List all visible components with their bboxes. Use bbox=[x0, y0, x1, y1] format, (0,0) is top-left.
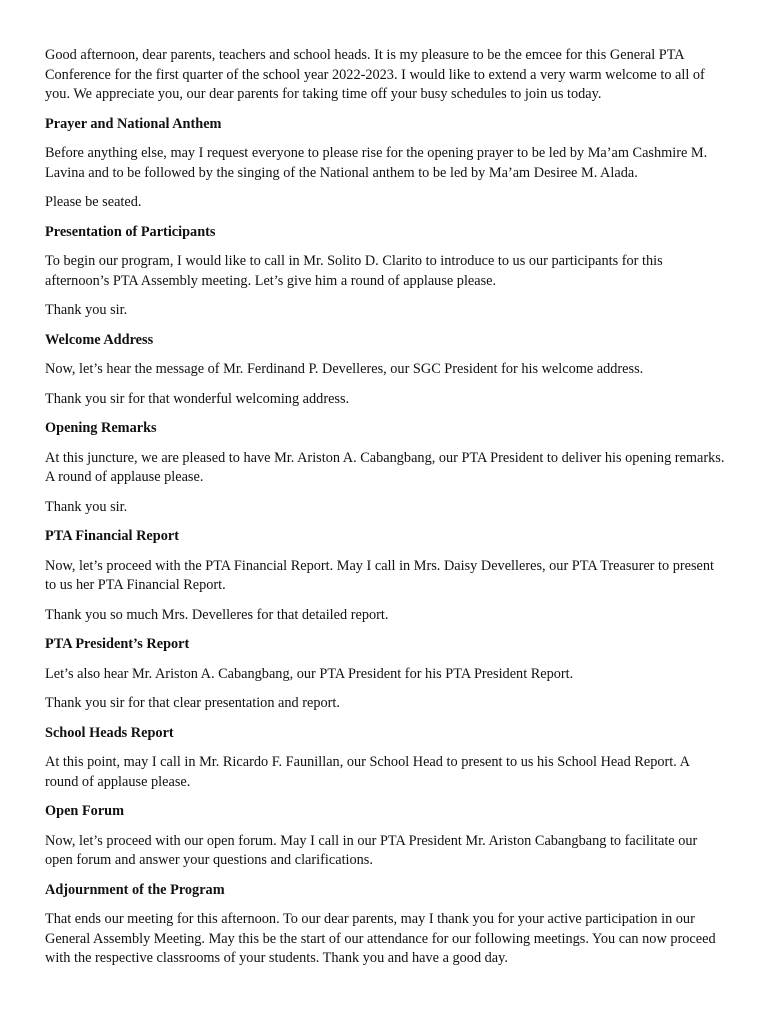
school-heads-paragraph: At this point, may I call in Mr. Ricardo F. Faunillan, our School Head to present to us his School Head Report. A round of applause please. bbox=[45, 754, 690, 790]
section-heading-prayer: Prayer and National Anthem bbox=[45, 115, 222, 132]
welcome-thanks-paragraph: Thank you sir for that wonderful welcoming address. bbox=[45, 390, 350, 407]
section-heading-open-forum: Open Forum bbox=[45, 803, 125, 819]
prayer-paragraph: Before anything else, may I request everyone to please rise for the opening prayer to be led by Ma’am Cashmire M. Lavina and to be followed by the singing of the National anthem to be led by Ma’am Desiree M. Alada. bbox=[45, 145, 708, 181]
opening-remarks-paragraph: At this juncture, we are pleased to have Mr. Ariston A. Cabangbang, our PTA President to deliver his opening remarks. A round of applause please. bbox=[45, 449, 725, 485]
section-heading-participants: Presentation of Participants bbox=[45, 223, 216, 240]
adjournment-paragraph: That ends our meeting for this afternoon. To our dear parents, may I thank you for your active participation in our General Assembly Meeting. May this be the start of our attendance for our following meetings. You can now proceed with the respective classrooms of your students. Thank you and have a good day. bbox=[45, 911, 716, 966]
thank-you-paragraph: Thank you sir. bbox=[45, 498, 128, 515]
section-heading-school-heads-report: School Heads Report bbox=[45, 724, 174, 741]
thank-you-paragraph: Thank you sir. bbox=[45, 302, 128, 318]
document-body bbox=[45, 46, 725, 979]
open-forum-paragraph: Now, let’s proceed with our open forum. May I call in our PTA President Mr. Ariston Cabangbang to facilitate our open forum and answer your questions and clarifications. bbox=[45, 832, 698, 868]
financial-report-paragraph: Now, let’s proceed with the PTA Financial Report. May I call in Mrs. Daisy Develleres, our PTA Treasurer to present to us her PTA Financial Report. bbox=[45, 557, 714, 593]
welcome-paragraph: Now, let’s hear the message of Mr. Ferdinand P. Develleres, our SGC President for his welcome address. bbox=[45, 361, 644, 377]
section-heading-financial-report: PTA Financial Report bbox=[45, 528, 179, 544]
section-heading-president-report: PTA President’s Report bbox=[45, 636, 190, 652]
president-thanks-paragraph: Thank you sir for that clear presentation and report. bbox=[45, 695, 340, 711]
please-be-seated-paragraph: Please be seated. bbox=[45, 194, 142, 210]
section-heading-adjournment: Adjournment of the Program bbox=[45, 881, 225, 898]
section-heading-welcome: Welcome Address bbox=[45, 331, 154, 348]
participants-paragraph: To begin our program, I would like to call in Mr. Solito D. Clarito to introduce to us our participants for this afternoon’s PTA Assembly meeting. Let’s give him a round of applause please. bbox=[45, 253, 663, 289]
financial-thanks-paragraph: Thank you so much Mrs. Develleres for that detailed report. bbox=[45, 606, 389, 623]
section-heading-opening-remarks: Opening Remarks bbox=[45, 420, 157, 436]
president-report-paragraph: Let’s also hear Mr. Ariston A. Cabangbang, our PTA President for his PTA President Report. bbox=[45, 665, 574, 682]
intro-paragraph: Good afternoon, dear parents, teachers and school heads. It is my pleasure to be the emcee for this General PTA Conference for the first quarter of the school year 2022-2023. I would like to extend a very warm welcome to all of you. We appreciate you, our dear parents for taking time off your busy schedules to join us today. bbox=[45, 47, 705, 102]
